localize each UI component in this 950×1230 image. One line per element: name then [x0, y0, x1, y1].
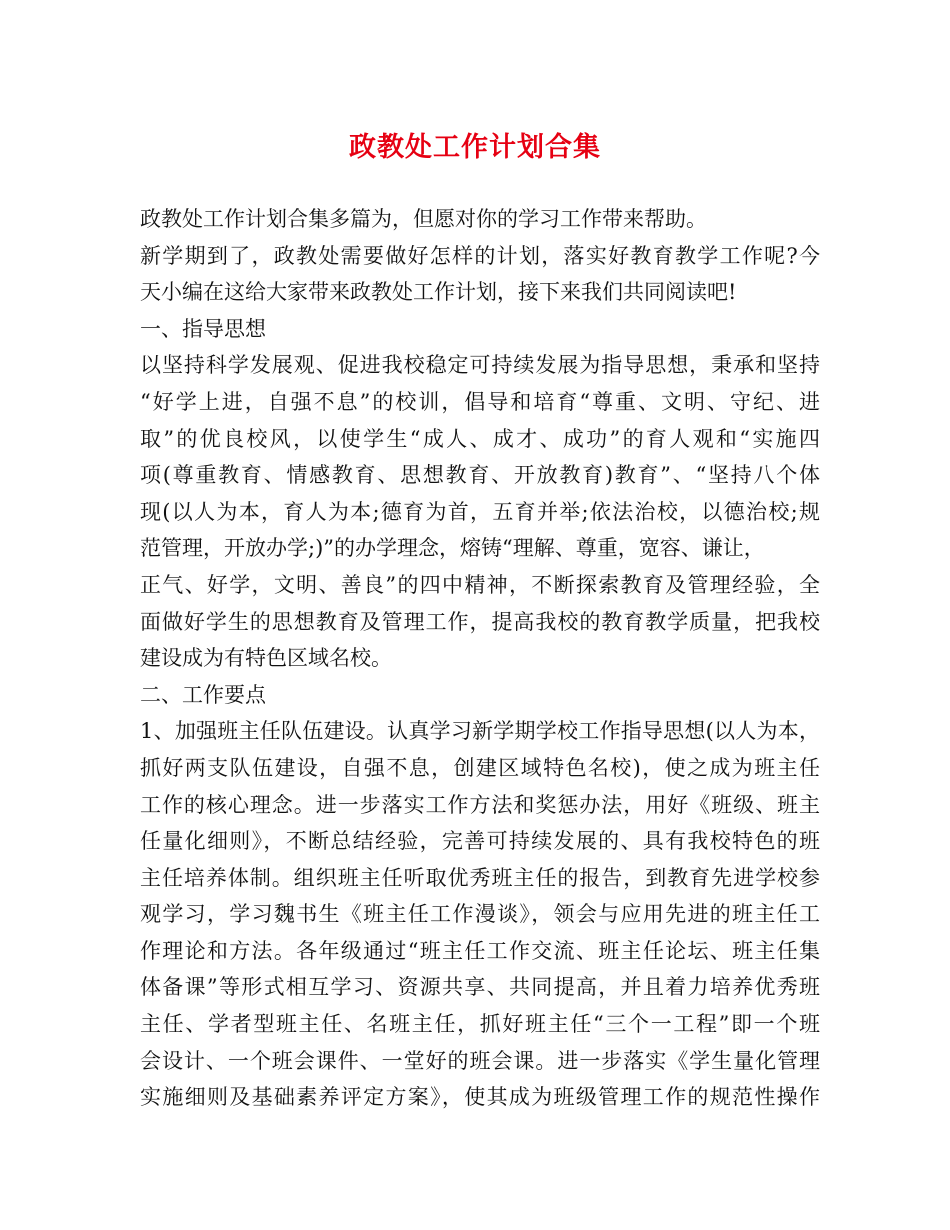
body-line: 建设成为有特色区域名校。 — [140, 646, 392, 671]
body-line: 作理论和方法。各年级通过“班主任工作交流、班主任论坛、班主任集 — [140, 938, 820, 963]
body-line: 主任培养体制。组织班主任听取优秀班主任的报告，到教育先进学校参 — [140, 865, 820, 890]
section-heading: 二、工作要点 — [140, 682, 266, 707]
body-line: 任量化细则》，不断总结经验，完善可持续发展的、具有我校特色的班 — [140, 829, 820, 854]
body-line: 项(尊重教育、情感教育、思想教育、开放教育)教育”、“坚持八个体 — [140, 463, 820, 488]
section-heading: 一、指导思想 — [140, 316, 266, 341]
body-line: 工作的核心理念。进一步落实工作方法和奖惩办法，用好《班级、班主 — [140, 792, 820, 817]
body-line: 会设计、一个班会课件、一堂好的班会课。进一步落实《学生量化管理 — [140, 1048, 820, 1073]
body-line: 面做好学生的思想教育及管理工作，提高我校的教育教学质量，把我校 — [140, 609, 820, 634]
document-title: 政教处工作计划合集 — [349, 132, 601, 163]
document-body — [140, 201, 820, 1116]
body-line: 1、加强班主任队伍建设。认真学习新学期学校工作指导思想(以人为本， — [140, 719, 820, 744]
body-line: 抓好两支队伍建设，自强不息，创建区域特色名校)，使之成为班主任 — [140, 755, 820, 780]
body-line: 新学期到了，政教处需要做好怎样的计划，落实好教育教学工作呢?今 — [140, 243, 820, 268]
body-line: 实施细则及基础素养评定方案》，使其成为班级管理工作的规范性操作 — [140, 1085, 820, 1110]
body-line: 正气、好学，文明、善良”的四中精神，不断探索教育及管理经验，全 — [140, 572, 820, 597]
body-line: 范管理，开放办学;)”的办学理念，熔铸“理解、尊重，宽容、谦让， — [140, 536, 765, 561]
body-line: 取”的优良校风，以使学生“成人、成才、成功”的育人观和“实施四 — [140, 426, 820, 451]
body-line: 天小编在这给大家带来政教处工作计划，接下来我们共同阅读吧! — [140, 280, 737, 305]
body-line: 观学习，学习魏书生《班主任工作漫谈》，领会与应用先进的班主任工 — [140, 902, 820, 927]
body-line: 主任、学者型班主任、名班主任，抓好班主任“三个一工程”即一个班 — [140, 1012, 820, 1037]
body-line: 以坚持科学发展观、促进我校稳定可持续发展为指导思想，秉承和坚持 — [140, 353, 820, 378]
body-line: 体备课”等形式相互学习、资源共享、共同提高，并且着力培养优秀班 — [140, 975, 820, 1000]
body-line: 现(以人为本，育人为本;德育为首，五育并举;依法治校，以德治校;规 — [140, 499, 820, 524]
body-line: 政教处工作计划合集多篇为，但愿对你的学习工作带来帮助。 — [140, 207, 707, 231]
body-line: “好学上进，自强不息”的校训，倡导和培育“尊重、文明、守纪、进 — [140, 389, 820, 414]
